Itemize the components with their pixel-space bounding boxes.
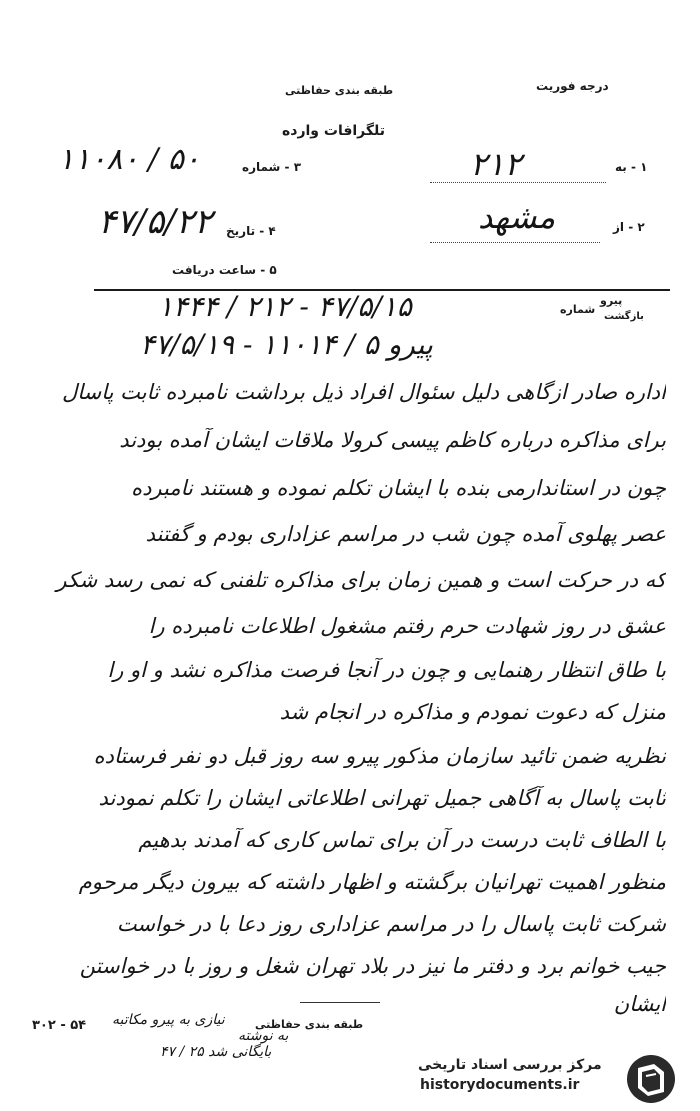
form-title: تلگرافات وارده [282, 123, 385, 139]
date-label: ۴ - تاریخ [226, 224, 276, 238]
doc-number: ۳۰۲ - ۵۴ [32, 1018, 87, 1033]
receive-time-label: ۵ - ساعت دریافت [172, 263, 277, 277]
number-label: ۳ - شماره [242, 160, 302, 174]
date-value: ۴۷/۵/۲۲ [98, 202, 213, 242]
to-label: ۱ - به [615, 160, 648, 174]
reference-label-bottom: بازگشت [604, 311, 644, 322]
from-label: ۲ - از [613, 220, 645, 234]
body-line-11: با الطاف ثابت درست در آن برای تماس کاری که آمدند بدهیم [138, 828, 666, 852]
body-line-15: ایشان [613, 992, 666, 1016]
body-line-14: جیب خوانم برد و دفتر ما نیز در بلاد تهران شغل و روز با در خواستن [79, 954, 666, 978]
from-line [430, 242, 600, 243]
body-line-5: که در حرکت است و همین زمان برای مذاکره تلفنی که نمی رسد شکر [56, 568, 666, 592]
footer-notation-2: به نوشته [238, 1028, 289, 1044]
watermark-site: historydocuments.ir [420, 1077, 580, 1093]
body-line-8: منزل که دعوت نمودم و مذاکره در انجام شد [279, 700, 666, 724]
footer-classification-label: طبقه بندی حفاظتی [255, 1018, 364, 1031]
body-line-3: چون در استاندارمی بنده با ایشان تکلم نموده و هستند نامبرده [131, 476, 666, 500]
body-line-12: منظور اهمیت تهرانیان برگشته و اظهار داشته که بیرون دیگر مرحوم [78, 870, 666, 894]
reference-label-top: پیرو [600, 294, 623, 307]
reference-number-label: شماره [560, 303, 596, 316]
footer-notation-1: نیازی به پیرو مکاتبه [112, 1012, 225, 1028]
classification-label: طبقه بندی حفاظتی [285, 84, 394, 97]
footer-notation-3: بایگانی شد ۲۵ / ۴۷ [160, 1044, 272, 1060]
body-line-9: نظریه ضمن تائید سازمان مذکور پیرو سه روز قبل دو نفر فرستاده [93, 744, 666, 768]
body-line-10: ثابت پاسال به آگاهی جمیل تهرانی اطلاعاتی ایشان را تکلم نمودند [98, 786, 666, 810]
to-value: ۲۱۲ [470, 145, 522, 183]
number-value: ۵۰ / ۱۱۰۸۰ [58, 142, 200, 177]
body-line-4: عصر پهلوی آمده چون شب در مراسم عزاداری بودم و گفتند [145, 522, 666, 546]
body-line-6: عشق در روز شهادت حرم رفتم مشغول اطلاعات نامبرده را [148, 614, 666, 638]
body-line-7: با طاق انتظار رهنمایی و چون در آنجا فرصت مذاکره نشد و او را [107, 658, 666, 682]
archive-logo-icon [624, 1052, 678, 1106]
reference-line-1: ۴۷/۵/۱۵ - ۲۱۲ / ۱۴۴۴ [158, 290, 412, 323]
priority-label: درجه فوریت [536, 79, 609, 93]
from-value: مشهد [478, 198, 556, 236]
body-line-1: اداره صادر ازگاهی دلیل سئوال افراد ذیل برداشت نامبرده ثابت پاسال [61, 380, 666, 404]
body-line-2: برای مذاکره درباره کاظم پیسی کرولا ملاقات ایشان آمده بودند [119, 428, 666, 452]
signature-underline [300, 1002, 380, 1003]
reference-line-2: پیرو ۵ / ۱۱۰۱۴ - ۴۷/۵/۱۹ [140, 328, 433, 361]
body-line-13: شرکت ثابت پاسال را در مراسم عزاداری روز دعا با در خواست [116, 912, 666, 936]
watermark-title: مرکز بررسی اسناد تاریخی [418, 1057, 602, 1073]
